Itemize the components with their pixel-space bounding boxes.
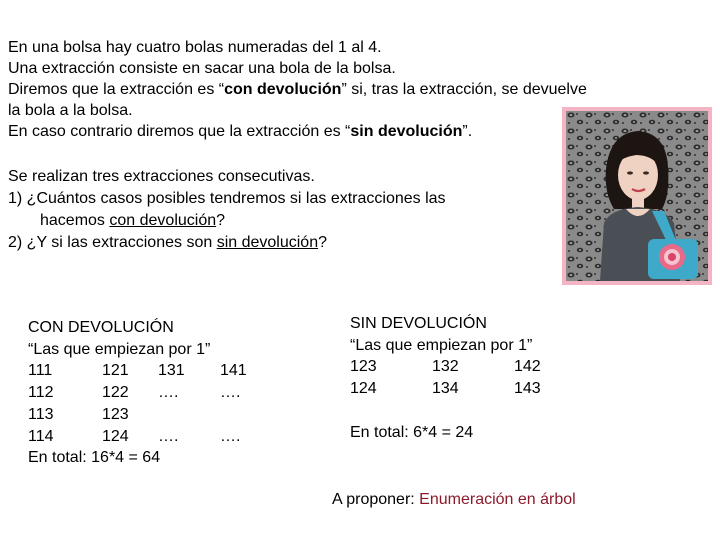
con-cell: 112: [28, 384, 54, 402]
proposal-line: [332, 491, 576, 509]
con-cell: ….: [158, 427, 179, 445]
question-1-cont-post: ?: [216, 212, 226, 229]
con-devolucion-title: CON DEVOLUCIÓN: [28, 319, 174, 336]
sin-devolucion-title: SIN DEVOLUCIÓN: [350, 315, 487, 332]
intro-line-3-pre: Diremos que la extracción es “: [8, 81, 225, 98]
questions-intro: Se realizan tres extracciones consecutivas.: [8, 168, 315, 185]
con-cell: 141: [220, 362, 247, 380]
sin-row-2: [350, 378, 558, 400]
con-cell: 131: [158, 362, 185, 380]
intro-line-4: la bola a la bolsa.: [8, 102, 133, 119]
con-row-1: [28, 360, 260, 382]
con-cell: 123: [102, 405, 129, 423]
intro-line-3-post: ” si, tras la extracción, se devuelve: [341, 81, 587, 98]
con-cell: ….: [220, 427, 241, 445]
sin-devolucion-total: En total: 6*4 = 24: [350, 423, 474, 441]
con-cell: 111: [28, 362, 53, 380]
sin-cell: 134: [432, 380, 459, 398]
proposal-prefix: A proponer:: [332, 491, 420, 508]
sin-cell: 124: [350, 380, 377, 398]
con-cell: [158, 404, 220, 426]
intro-line-3: [8, 79, 698, 100]
sin-row-1: [350, 356, 558, 378]
con-cell: ….: [158, 384, 179, 402]
con-devolucion-subtitle: “Las que empiezan por 1”: [28, 340, 211, 358]
sin-cell: 143: [514, 380, 541, 398]
con-row-4: [28, 426, 260, 448]
con-cell: ….: [220, 384, 241, 402]
questions: [8, 166, 568, 254]
con-cell: [220, 404, 260, 426]
photo-girl-with-bag: [562, 107, 712, 285]
question-1-continued: [8, 210, 568, 232]
question-1: 1) ¿Cuántos casos posibles tendremos si las extracciones las: [8, 190, 446, 207]
intro-line-5-pre: En caso contrario diremos que la extracción es “: [8, 123, 351, 140]
sin-cell: 132: [432, 358, 459, 376]
sin-devolucion-panel: [350, 313, 558, 444]
con-cell: 124: [102, 427, 129, 445]
term-sin-devolucion: sin devolución: [350, 123, 463, 140]
sin-cell: 142: [514, 358, 541, 376]
con-cell: 113: [28, 405, 54, 423]
term-con-devolucion: con devolución: [224, 81, 342, 98]
intro-line-5-post: ”.: [462, 123, 473, 140]
con-cell: 122: [102, 384, 129, 402]
girl-with-bag-illustration: [566, 111, 708, 281]
intro-line-2: Una extracción consiste en sacar una bola de la bolsa.: [8, 60, 396, 77]
sin-cell: 123: [350, 358, 377, 376]
proposal-highlight: Enumeración en árbol: [419, 491, 576, 508]
question-1-cont-pre: hacemos: [40, 212, 110, 229]
intro-line-1: En una bolsa hay cuatro bolas numeradas del 1 al 4.: [8, 39, 382, 56]
spacer: [350, 400, 558, 422]
con-row-3: [28, 404, 260, 426]
con-cell: 114: [28, 427, 54, 445]
con-row-2: [28, 382, 260, 404]
question-2: [8, 232, 568, 254]
con-cell: 121: [102, 362, 129, 380]
question-1-underlined: con devolución: [109, 212, 217, 229]
con-devolucion-total: En total: 16*4 = 64: [28, 449, 161, 467]
question-2-underlined: sin devolución: [216, 234, 319, 251]
question-2-post: ?: [318, 234, 327, 251]
con-devolucion-panel: [28, 317, 260, 469]
sin-devolucion-subtitle: “Las que empiezan por 1”: [350, 336, 533, 354]
question-2-pre: 2) ¿Y si las extracciones son: [8, 234, 217, 251]
